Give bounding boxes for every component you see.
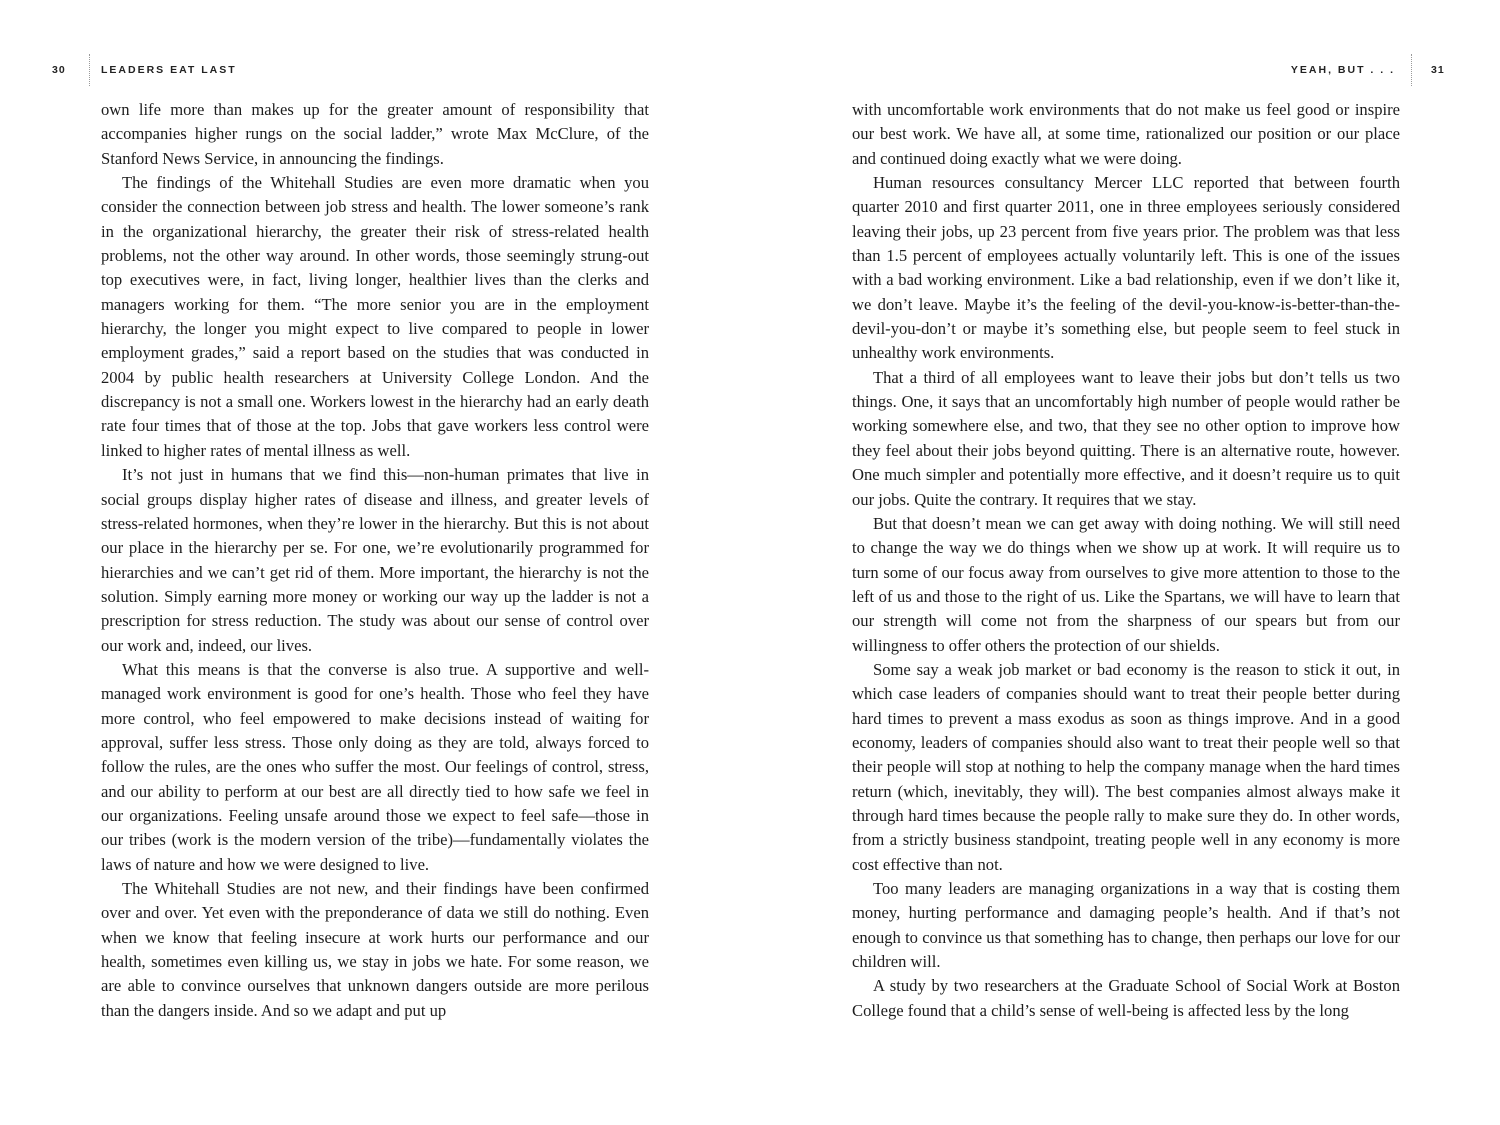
paragraph: Some say a weak job market or bad economy is the reason to stick it out, in which case leaders of companies should want to treat their people better during hard times to prevent a mass exodus as soon as things improve. And in a good economy, leaders of companies should also want to treat their people well so that their people will stop at nothing to help the company manage when the hard times return (which, inevitably, they will). The best companies almost always make it through hard times because the people rally to make sure they do. In other words, from a strictly business standpoint, treating people well in any economy is more cost effective than not. — [852, 659, 1400, 874]
paragraph: What this means is that the converse is also true. A supportive and well-managed work environment is good for one’s health. Those who feel they have more control, who feel empowered to make decisions instead of waiting for approval, suffer less stress. Those only doing as they are told, always forced to follow the rules, are the ones who suffer the most. Our feelings of control, stress, and our ability to perform at our best are all directly tied to how safe we feel in our organizations. Feeling unsafe around those we expect to feel safe—those in our tribes (work is the modern version of the tribe)—fundamentally violates the laws of nature and how we were designed to live. — [101, 659, 649, 874]
running-head: LEADERS EAT LAST — [101, 64, 237, 76]
paragraph: That a third of all employees want to leave their jobs but don’t tells us two things. One, it says that an uncomfortably high number of people would rather be working somewhere else, and two, that they see no other option to improve how they feel about their jobs beyond quitting. There is an alternative route, however. One much simpler and potentially more effective, and it doesn’t require us to quit our jobs. Quite the contrary. It requires that we stay. — [852, 367, 1400, 509]
right-page — [750, 0, 1500, 1125]
running-head: YEAH, BUT . . . — [1290, 64, 1395, 76]
paragraph: But that doesn’t mean we can get away with doing nothing. We will still need to change the way we do things when we show up at work. It will require us to turn some of our focus away from ourselves to give more attention to those to the left of us and those to the right of us. Like the Spartans, we will have to learn that our strength will come not from the sharpness of our spears but from our willingness to offer others the protection of our shields. — [852, 513, 1400, 655]
paragraph: Too many leaders are managing organizations in a way that is costing them money, hurting performance and damaging people’s health. And if that’s not enough to convince us that something has to change, then perhaps our love for our children will. — [852, 879, 1400, 972]
header-divider — [1411, 54, 1412, 86]
body-text — [101, 98, 649, 1023]
paragraph: with uncomfortable work environments that do not make us feel good or inspire our best work. We have all, at some time, rationalized our position or our place and continued doing exactly what we were doing. — [852, 100, 1400, 168]
paragraph: A study by two researchers at the Graduate School of Social Work at Boston College found that a child’s sense of well-being is affected less by the long — [852, 976, 1400, 1020]
paragraph: own life more than makes up for the greater amount of responsibility that accompanies higher rungs on the social ladder,” wrote Max McClure, of the Stanford News Service, in announcing the findings. — [101, 100, 649, 168]
paragraph: The Whitehall Studies are not new, and their findings have been confirmed over and over. Yet even with the preponderance of data we still do nothing. Even when we know that feeling insecure at work hurts our performance and our health, sometimes even killing us, we stay in jobs we hate. For some reason, we are able to convince ourselves that unknown dangers outside are more perilous than the dangers inside. And so we adapt and put up — [101, 879, 649, 1020]
paragraph: It’s not just in humans that we find this—non-human primates that live in social groups display higher rates of disease and illness, and greater levels of stress-related hormones, when they’re lower in the hierarchy. But this is not about our place in the hierarchy per se. For one, we’re evolutionarily programmed for hierarchies and we can’t get rid of them. More important, the hierarchy is not the solution. Simply earning more money or working our way up the ladder is not a prescription for stress reduction. The study was about our sense of control over our work and, indeed, our lives. — [101, 465, 649, 655]
paragraph: The findings of the Whitehall Studies are even more dramatic when you consider the connection between job stress and health. The lower someone’s rank in the organizational hierarchy, the greater their risk of stress-related health problems, not the other way around. In other words, those seemingly strung-out top executives were, in fact, living longer, healthier lives than the clerks and managers working for them. “The more senior you are in the employment hierarchy, the longer you might expect to live compared to people in lower employment grades,” said a report based on the studies that was conducted in 2004 by public health researchers at University College London. And the discrepancy is not a small one. Workers lowest in the hierarchy had an early death rate four times that of those at the top. Jobs that gave workers less control were linked to higher rates of mental illness as well. — [101, 173, 649, 460]
paragraph: Human resources consultancy Mercer LLC reported that between fourth quarter 2010 and first quarter 2011, one in three employees seriously considered leaving their jobs, up 23 percent from five years prior. The problem was that less than 1.5 percent of employees actually voluntarily left. This is one of the issues with a bad working environment. Like a bad relationship, even if we don’t like it, we don’t leave. Maybe it’s the feeling of the devil-you-know-is-better-than-the-devil-you-don’t or maybe it’s something else, but people seem to feel stuck in unhealthy work environments. — [852, 173, 1400, 363]
body-text — [852, 98, 1400, 1023]
header-divider — [89, 54, 90, 86]
page-number: 31 — [1431, 64, 1445, 76]
page-number: 30 — [52, 64, 66, 76]
